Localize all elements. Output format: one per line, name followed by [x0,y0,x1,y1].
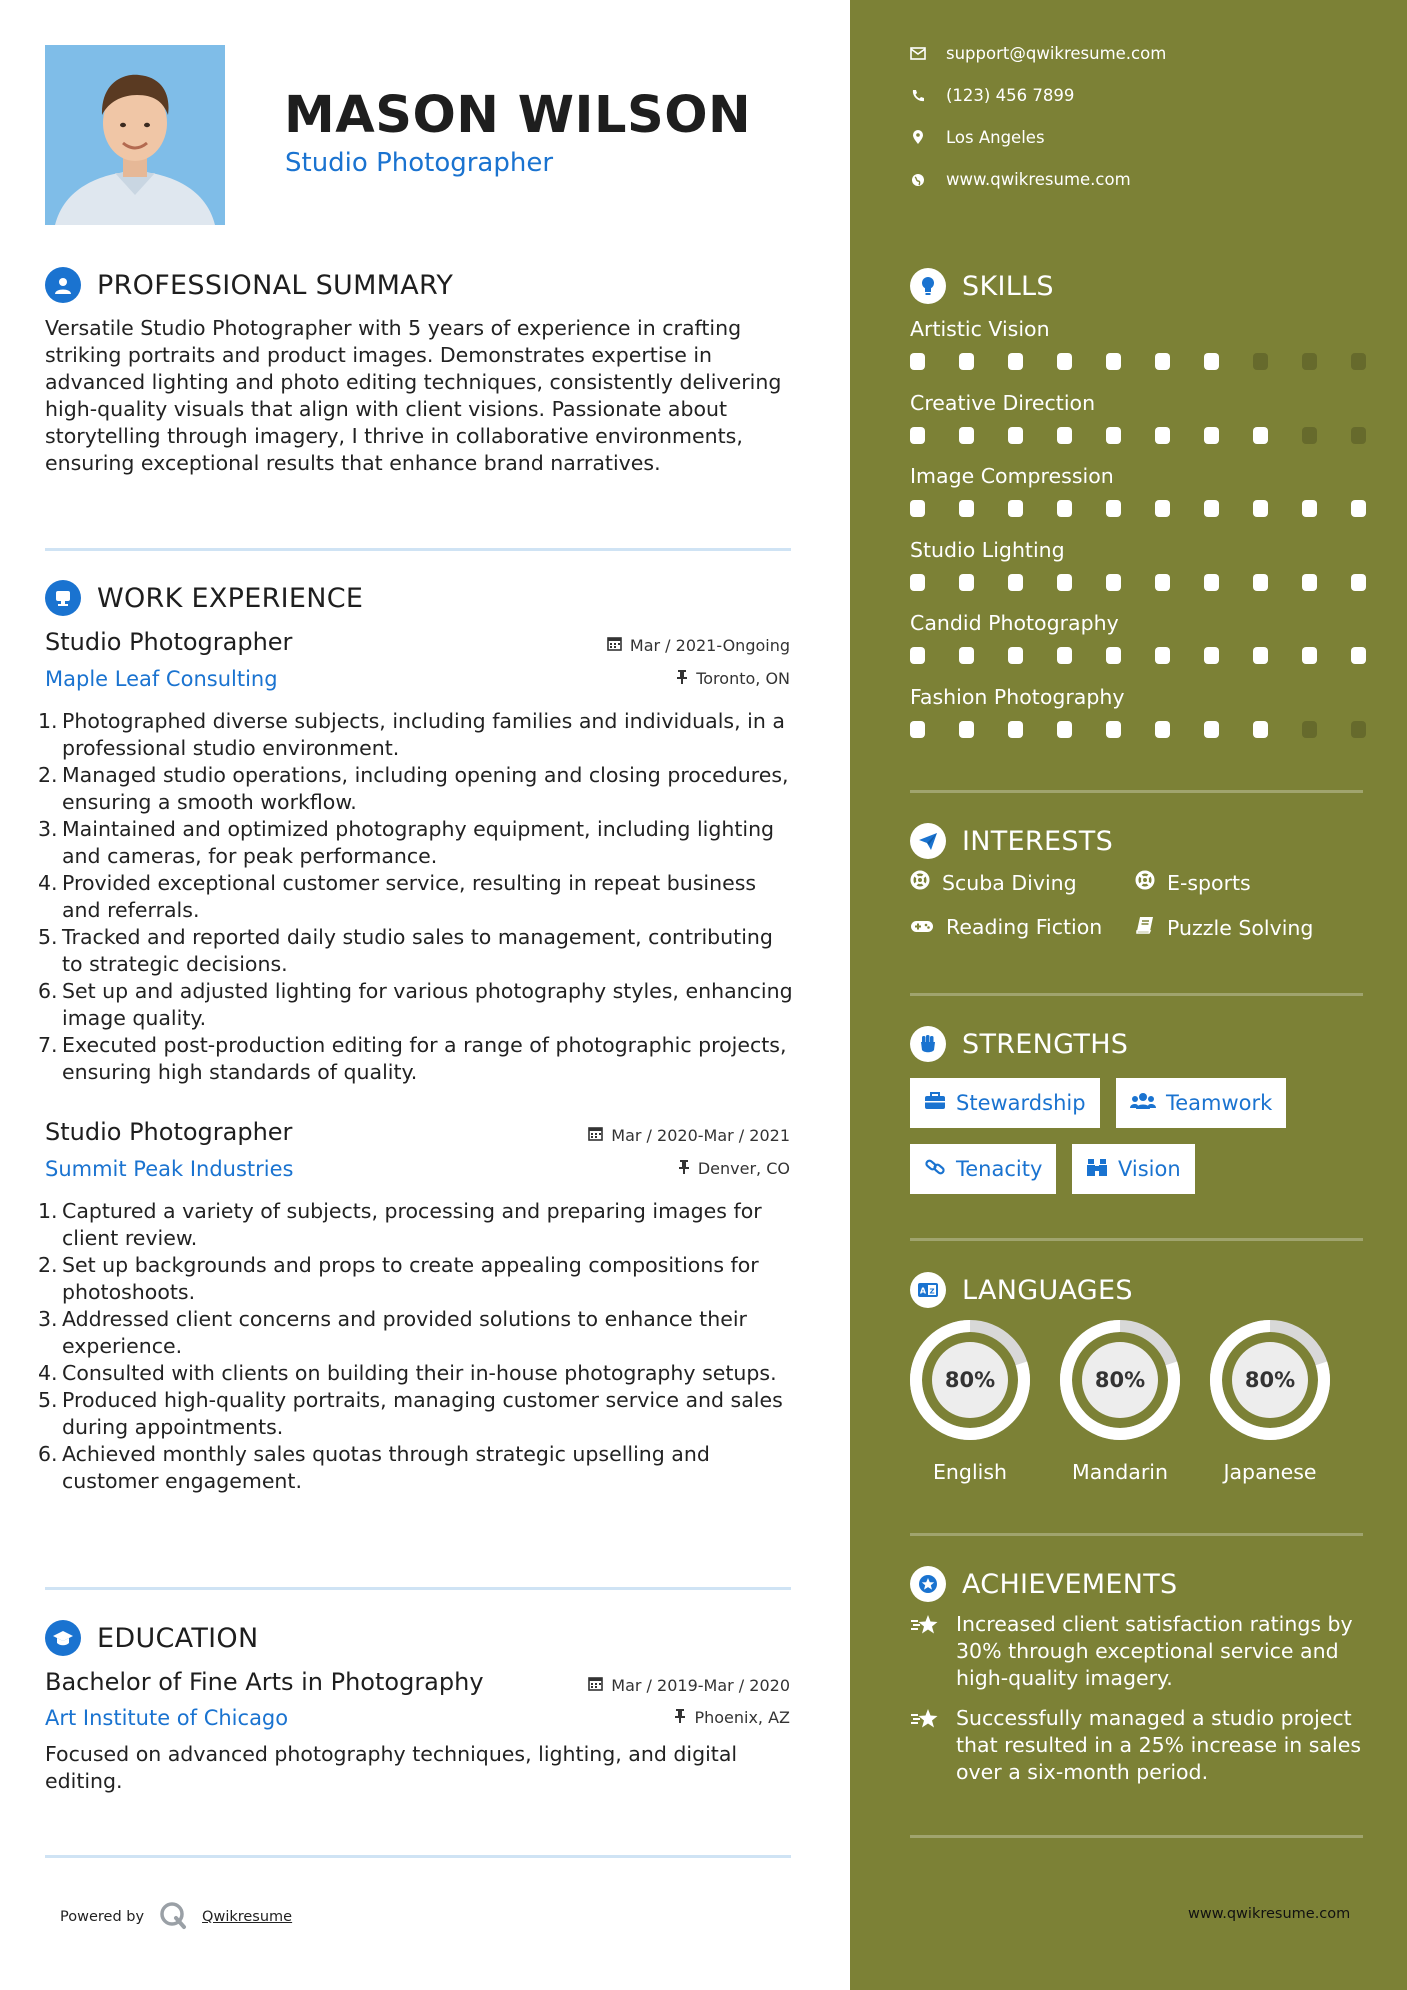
strength-label: Vision [1118,1157,1181,1181]
degree: Bachelor of Fine Arts in Photography [45,1668,484,1696]
achievement-text: Successfully managed a studio project that resulted in a 25% increase in sales over a six-month period. [956,1706,1362,1784]
skill-dot [1302,427,1317,444]
interest-item [1135,915,1313,940]
skill-dot [959,353,974,370]
svg-text:A: A [919,1286,927,1296]
education-description: Focused on advanced photography techniques, lighting, and digital editing. [45,1742,738,1793]
map-pin-icon [910,130,926,146]
skill-dot [910,500,925,517]
list-item: 7. Executed post-production editing for a range of photographic projects, ensuring high standards of quality. [38,1033,787,1084]
qwikresume-logo-icon [158,1900,188,1934]
lifebuoy-icon [910,870,930,895]
interest-item [910,870,1077,895]
interests-section-header [910,823,1113,859]
strength-label: Tenacity [956,1157,1043,1181]
skill-dot [1204,574,1219,591]
paper-plane-icon [910,823,946,859]
divider [910,1238,1363,1241]
strength-badge [910,1144,1056,1194]
strength-badge [1116,1078,1286,1128]
interest-label: Reading Fiction [946,915,1103,939]
skill-dot [1351,721,1366,738]
skill-dot [1008,647,1023,664]
skill-dot [1106,574,1121,591]
skill-dot [1155,427,1170,444]
divider [45,548,791,551]
sidebar [850,0,1407,1990]
envelope-icon [910,46,926,62]
job-location-text: Toronto, ON [696,669,790,688]
skill-dot [1155,721,1170,738]
education-dates-text: Mar / 2019-Mar / 2020 [611,1676,790,1695]
skill-rating [910,427,1400,444]
shooting-star-icon [910,1611,944,1692]
language-percent: 80% [944,1368,996,1392]
job-location [678,1159,790,1178]
skill-dot [1008,721,1023,738]
calendar-icon [588,1676,603,1695]
strength-badge [1072,1144,1195,1194]
skill-dot [910,647,925,664]
book-icon [1135,915,1155,940]
strengths-section-header [910,1026,1128,1062]
link-icon [924,1156,946,1183]
skill-dot [910,721,925,738]
language-ring [1058,1318,1182,1442]
job-dates-text: Mar / 2020-Mar / 2021 [611,1126,790,1145]
skill-dot [1008,500,1023,517]
contact-email-text: support@qwikresume.com [946,44,1167,63]
skill-dot [1302,574,1317,591]
interest-label: E-sports [1167,870,1251,895]
list-item: 2. Managed studio operations, including opening and closing procedures, ensuring a smooth workflow. [38,763,789,814]
list-item: 6. Achieved monthly sales quotas through strategic upselling and customer engagement. [38,1442,710,1493]
skills-section-header [910,268,1054,304]
skill-dot [1351,500,1366,517]
candidate-title: Studio Photographer [285,148,554,178]
strength-label: Teamwork [1166,1091,1273,1115]
list-item: 5. Tracked and reported daily studio sales to management, contributing to strategic decisions. [38,925,773,976]
briefcase-icon [45,580,81,616]
svg-text:Z: Z [929,1287,935,1296]
divider [910,993,1363,996]
language-ring [908,1318,1032,1442]
contact-website-text: www.qwikresume.com [946,170,1131,189]
list-item: 2. Set up backgrounds and props to create appealing compositions for photoshoots. [38,1253,759,1304]
list-item: 4. Consulted with clients on building their in-house photography setups. [38,1361,777,1385]
language-percent: 80% [1244,1368,1296,1392]
job-bullets [38,1198,798,1495]
language-name: Mandarin [1072,1460,1168,1484]
pin-icon [678,1159,690,1178]
divider [45,1855,791,1858]
phone-icon [910,88,926,104]
calendar-icon [588,1126,603,1145]
user-icon [45,267,81,303]
language-name: English [932,1460,1008,1484]
skill-name: Artistic Vision [910,317,1050,341]
skill-dot [1351,647,1366,664]
interest-label: Puzzle Solving [1167,915,1314,940]
language-ring [1208,1318,1332,1442]
skill-dot [1253,721,1268,738]
job-company: Maple Leaf Consulting [45,667,278,691]
skill-dot [1253,353,1268,370]
language-icon [910,1272,946,1308]
users-icon [1130,1091,1156,1115]
skill-dot [959,427,974,444]
skill-dot [1302,721,1317,738]
experience-heading: WORK EXPERIENCE [97,582,364,614]
skill-dot [1106,427,1121,444]
list-item: 1. Photographed diverse subjects, including families and individuals, in a professional studio environment. [38,709,785,760]
interests-heading: INTERESTS [962,825,1114,857]
skill-rating [910,721,1400,738]
strengths-heading: STRENGTHS [962,1028,1129,1060]
language-percent: 80% [1094,1368,1146,1392]
skill-dot [1155,647,1170,664]
languages-heading: LANGUAGES [962,1274,1133,1306]
skill-rating [910,647,1400,664]
skill-name: Fashion Photography [910,684,1125,709]
skill-name: Candid Photography [910,611,1119,635]
achievement-item [910,1611,1370,1692]
skill-name: Image Compression [910,464,1114,488]
contact-website[interactable] [910,170,1131,189]
skill-dot [959,721,974,738]
interest-label: Scuba Diving [942,870,1077,895]
education-heading: EDUCATION [97,1622,259,1654]
skill-dot [1106,500,1121,517]
school: Art Institute of Chicago [45,1706,289,1730]
skill-dot [1204,427,1219,444]
divider [45,1587,791,1590]
skill-dot [1057,647,1072,664]
skill-dot [1204,647,1219,664]
pin-icon [676,669,688,688]
skill-dot [1057,500,1072,517]
skill-dot [1351,353,1366,370]
strength-label: Stewardship [956,1091,1086,1115]
language-item [1208,1318,1332,1484]
job-location [676,669,790,688]
profile-photo [45,45,225,225]
skills-heading: SKILLS [962,270,1054,302]
skill-dot [1106,721,1121,738]
skill-dot [1057,353,1072,370]
contact-phone-text: (123) 456 7899 [946,86,1075,105]
list-item: 1. Captured a variety of subjects, processing and preparing images for client review. [38,1199,762,1250]
achievement-text: Increased client satisfaction ratings by 30% through exceptional service and high-quality imagery. [956,1612,1353,1690]
achievements-heading: ACHIEVEMENTS [962,1568,1178,1600]
contact-email[interactable] [910,44,1166,63]
achievements-section-header [910,1566,1178,1602]
skill-dot [1204,353,1219,370]
divider [910,1835,1363,1838]
language-item [1058,1318,1182,1484]
skill-dot [1302,353,1317,370]
contact-location-text: Los Angeles [946,128,1045,147]
interest-item [1135,870,1251,895]
briefcase-icon [924,1091,946,1115]
skill-dot [1008,427,1023,444]
list-item: 5. Produced high-quality portraits, managing customer service and sales during appointments. [38,1388,783,1439]
languages-section-header [910,1272,1133,1308]
education-location-text: Phoenix, AZ [694,1708,790,1727]
skill-dot [1253,500,1268,517]
skill-dot [1204,721,1219,738]
powered-by [60,1900,292,1934]
job-dates [607,636,790,655]
strength-badge [910,1078,1100,1128]
skill-dot [1302,647,1317,664]
skill-dot [1155,574,1170,591]
summary-heading: PROFESSIONAL SUMMARY [97,269,454,301]
fist-icon [910,1026,946,1062]
list-item: 3. Maintained and optimized photography equipment, including lighting and cameras, for peak performance. [38,817,775,868]
education-location [674,1708,790,1727]
brand-link[interactable]: Qwikresume [202,1909,293,1925]
shooting-star-icon [910,1705,944,1786]
skill-dot [1008,574,1023,591]
skill-dot [1253,574,1268,591]
language-name: Japanese [1223,1460,1317,1484]
skill-rating [910,500,1400,517]
job-company: Summit Peak Industries [45,1157,294,1181]
powered-by-label: Powered by [60,1909,145,1925]
skill-dot [1057,721,1072,738]
binoculars-icon [1086,1157,1108,1182]
skill-dot [959,500,974,517]
skill-dot [1106,353,1121,370]
education-dates [588,1676,790,1695]
lightbulb-icon [910,268,946,304]
experience-section-header [45,580,363,616]
footer-url[interactable]: www.qwikresume.com [1188,1906,1351,1922]
job-title: Studio Photographer [45,628,293,656]
skill-dot [959,647,974,664]
skill-dot [1351,574,1366,591]
divider [910,1533,1363,1536]
achievement-item [910,1705,1370,1786]
job-dates [588,1126,790,1145]
gamepad-icon [910,915,934,939]
pin-icon [674,1708,686,1727]
skill-name: Studio Lighting [910,537,1065,562]
globe-icon [910,172,926,188]
divider [910,790,1363,793]
skill-dot [910,574,925,591]
star-badge-icon [910,1566,946,1602]
skill-dot [959,574,974,591]
contact-phone[interactable] [910,86,1074,105]
skill-dot [910,353,925,370]
job-dates-text: Mar / 2021-Ongoing [629,636,790,655]
job-bullets [38,708,798,1086]
skill-dot [1155,500,1170,517]
skill-dot [1057,427,1072,444]
skill-dot [1253,647,1268,664]
skill-rating [910,353,1400,370]
list-item: 4. Provided exceptional customer service, resulting in repeat business and referrals. [38,871,757,922]
summary-section-header [45,267,453,303]
skill-dot [1302,500,1317,517]
skill-dot [1008,353,1023,370]
skill-dot [1351,427,1366,444]
lifebuoy-icon [1135,870,1155,895]
interest-item [910,915,1102,939]
calendar-icon [607,636,622,655]
summary-text: Versatile Studio Photographer with 5 years of experience in crafting striking portraits and product images. Demonstrates expertise in advanced lighting and photo editing techniques, consistently delivering high-quality visuals that align with client visions. Passionate about storytelling through imagery, I thrive in collaborative environments, ensuring exceptional results that enhance brand narratives. [45,316,782,475]
language-item [908,1318,1032,1484]
contact-location [910,128,1045,147]
skill-dot [910,427,925,444]
skill-dot [1155,353,1170,370]
list-item: 6. Set up and adjusted lighting for various photography styles, enhancing image quality. [38,979,793,1030]
skill-dot [1253,427,1268,444]
graduation-cap-icon [45,1620,81,1656]
list-item: 3. Addressed client concerns and provided solutions to enhance their experience. [38,1307,747,1358]
education-section-header [45,1620,258,1656]
job-location-text: Denver, CO [697,1159,790,1178]
skill-dot [1106,647,1121,664]
skill-dot [1204,500,1219,517]
skill-rating [910,574,1400,591]
skill-dot [1057,574,1072,591]
job-title: Studio Photographer [45,1118,293,1146]
candidate-name: MASON WILSON [284,86,752,145]
skill-name: Creative Direction [910,390,1096,415]
